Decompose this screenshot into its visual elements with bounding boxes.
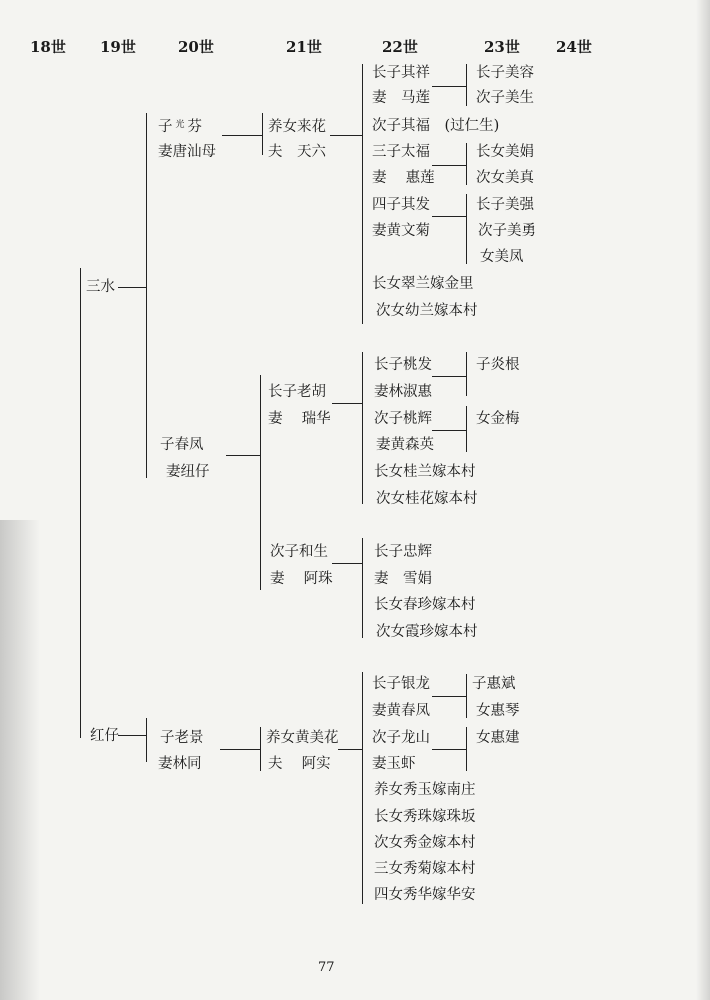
spouse-label: 妻黄森英 xyxy=(376,437,434,453)
person-xiuhua: 四女秀华嫁华安 xyxy=(374,887,476,903)
person-longshan: 次子龙山 xyxy=(372,730,430,746)
person-xiazhen: 次女霞珍嫁本村 xyxy=(376,624,478,640)
generation-20: 20世 xyxy=(178,38,214,56)
person-chunfeng: 子春凤 xyxy=(160,437,204,453)
connector xyxy=(466,194,467,264)
connector xyxy=(262,113,263,155)
connector xyxy=(362,352,363,504)
person-meiyong: 次子美勇 xyxy=(478,223,536,239)
page-number: 77 xyxy=(318,960,335,975)
connector xyxy=(118,287,146,288)
person-xiujin: 次女秀金嫁本村 xyxy=(374,835,476,851)
person-yinlong: 长子银龙 xyxy=(372,676,430,692)
spouse-label: 妻 阿珠 xyxy=(270,571,333,587)
connector xyxy=(332,403,362,404)
connector xyxy=(118,735,146,736)
person-meihua: 养女黄美花 xyxy=(266,730,339,746)
person-qifu: 次子其福 (过仁生) xyxy=(372,118,500,134)
connector xyxy=(220,749,260,750)
connector xyxy=(260,375,261,590)
person-xiuju: 三女秀菊嫁本村 xyxy=(374,861,476,877)
person-daughter-laihua: 养女来花 xyxy=(268,119,326,135)
connector xyxy=(432,86,466,87)
person-meijuan: 长女美娟 xyxy=(476,144,534,160)
person-chunzhen: 长女春珍嫁本村 xyxy=(374,597,476,613)
person-yangen: 子炎根 xyxy=(476,357,520,373)
connector xyxy=(146,113,147,478)
person-taofa: 长子桃发 xyxy=(374,357,432,373)
person-huibin: 子惠斌 xyxy=(472,676,516,692)
connector xyxy=(362,538,363,638)
connector xyxy=(466,352,467,396)
spouse-label: 妻林淑惠 xyxy=(374,384,432,400)
connector xyxy=(466,64,467,106)
connector xyxy=(432,165,466,166)
connector xyxy=(222,135,262,136)
generation-23: 23世 xyxy=(484,38,520,56)
person-xiuzhu: 长女秀珠嫁珠坂 xyxy=(374,809,476,825)
generation-19: 19世 xyxy=(100,38,136,56)
generation-21: 21世 xyxy=(286,38,322,56)
generation-18: 18世 xyxy=(30,38,66,56)
spouse-label: 妻玉虾 xyxy=(372,756,416,772)
connector xyxy=(432,216,466,217)
person-laojing: 子老景 xyxy=(160,730,204,746)
spouse-label: 妻唐汕母 xyxy=(158,144,216,160)
spouse-label: 妻 马莲 xyxy=(372,90,430,106)
connector xyxy=(260,727,261,771)
spouse-label: 妻 惠莲 xyxy=(372,170,435,186)
connector xyxy=(432,696,466,697)
spouse-label: 妻 雪娟 xyxy=(374,571,432,587)
connector xyxy=(362,64,363,324)
connector xyxy=(466,406,467,452)
person-laohu: 长子老胡 xyxy=(268,384,326,400)
connector xyxy=(432,749,466,750)
spouse-label: 妻黄文菊 xyxy=(372,223,430,239)
person-qixiang: 长子其祥 xyxy=(372,65,430,81)
person-qifa: 四子其发 xyxy=(372,197,430,213)
spouse-label: 妻黄春凤 xyxy=(372,703,430,719)
connector xyxy=(332,563,362,564)
person-son-fen: 子 $^光$ 芬 xyxy=(158,119,203,135)
spouse-label: 夫 天六 xyxy=(268,144,326,160)
person-meifeng: 女美凤 xyxy=(480,249,524,265)
person-cuilan: 长女翠兰嫁金里 xyxy=(372,276,474,292)
connector xyxy=(80,268,81,738)
person-meizhen: 次女美真 xyxy=(476,170,534,186)
person-meirong: 长子美容 xyxy=(476,65,534,81)
scan-right-shadow xyxy=(696,0,710,1000)
person-huijian: 女惠建 xyxy=(476,730,520,746)
connector xyxy=(146,718,147,762)
scan-edge-shadow xyxy=(0,520,40,1000)
connector xyxy=(226,455,260,456)
person-guilan: 长女桂兰嫁本村 xyxy=(374,464,476,480)
connector xyxy=(466,727,467,771)
spouse-label: 妻林同 xyxy=(158,756,202,772)
person-jinmei: 女金梅 xyxy=(476,411,520,427)
spouse-label: 夫 阿实 xyxy=(268,756,331,772)
person-hongzai: 红仔 xyxy=(90,728,119,744)
connector xyxy=(330,135,362,136)
person-zhonghui: 长子忠辉 xyxy=(374,544,432,560)
spouse-label: 妻 瑞华 xyxy=(268,411,331,427)
person-meisheng: 次子美生 xyxy=(476,90,534,106)
connector xyxy=(338,749,362,750)
connector xyxy=(466,674,467,718)
connector xyxy=(432,430,466,431)
person-meiqiang: 长子美强 xyxy=(476,197,534,213)
generation-22: 22世 xyxy=(382,38,418,56)
person-youlan: 次女幼兰嫁本村 xyxy=(376,303,478,319)
connector xyxy=(466,143,467,185)
person-taohui: 次子桃辉 xyxy=(374,411,432,427)
person-hesheng: 次子和生 xyxy=(270,544,328,560)
person-guihua: 次女桂花嫁本村 xyxy=(376,491,478,507)
connector xyxy=(362,672,363,904)
person-xiuyu: 养女秀玉嫁南庄 xyxy=(374,782,476,798)
spouse-label: 妻纽仔 xyxy=(166,464,210,480)
person-sanshui: 三水 xyxy=(86,279,115,295)
person-huiqin: 女惠琴 xyxy=(476,703,520,719)
person-taifu: 三子太福 xyxy=(372,144,430,160)
connector xyxy=(432,376,466,377)
generation-24: 24世 xyxy=(556,38,592,56)
